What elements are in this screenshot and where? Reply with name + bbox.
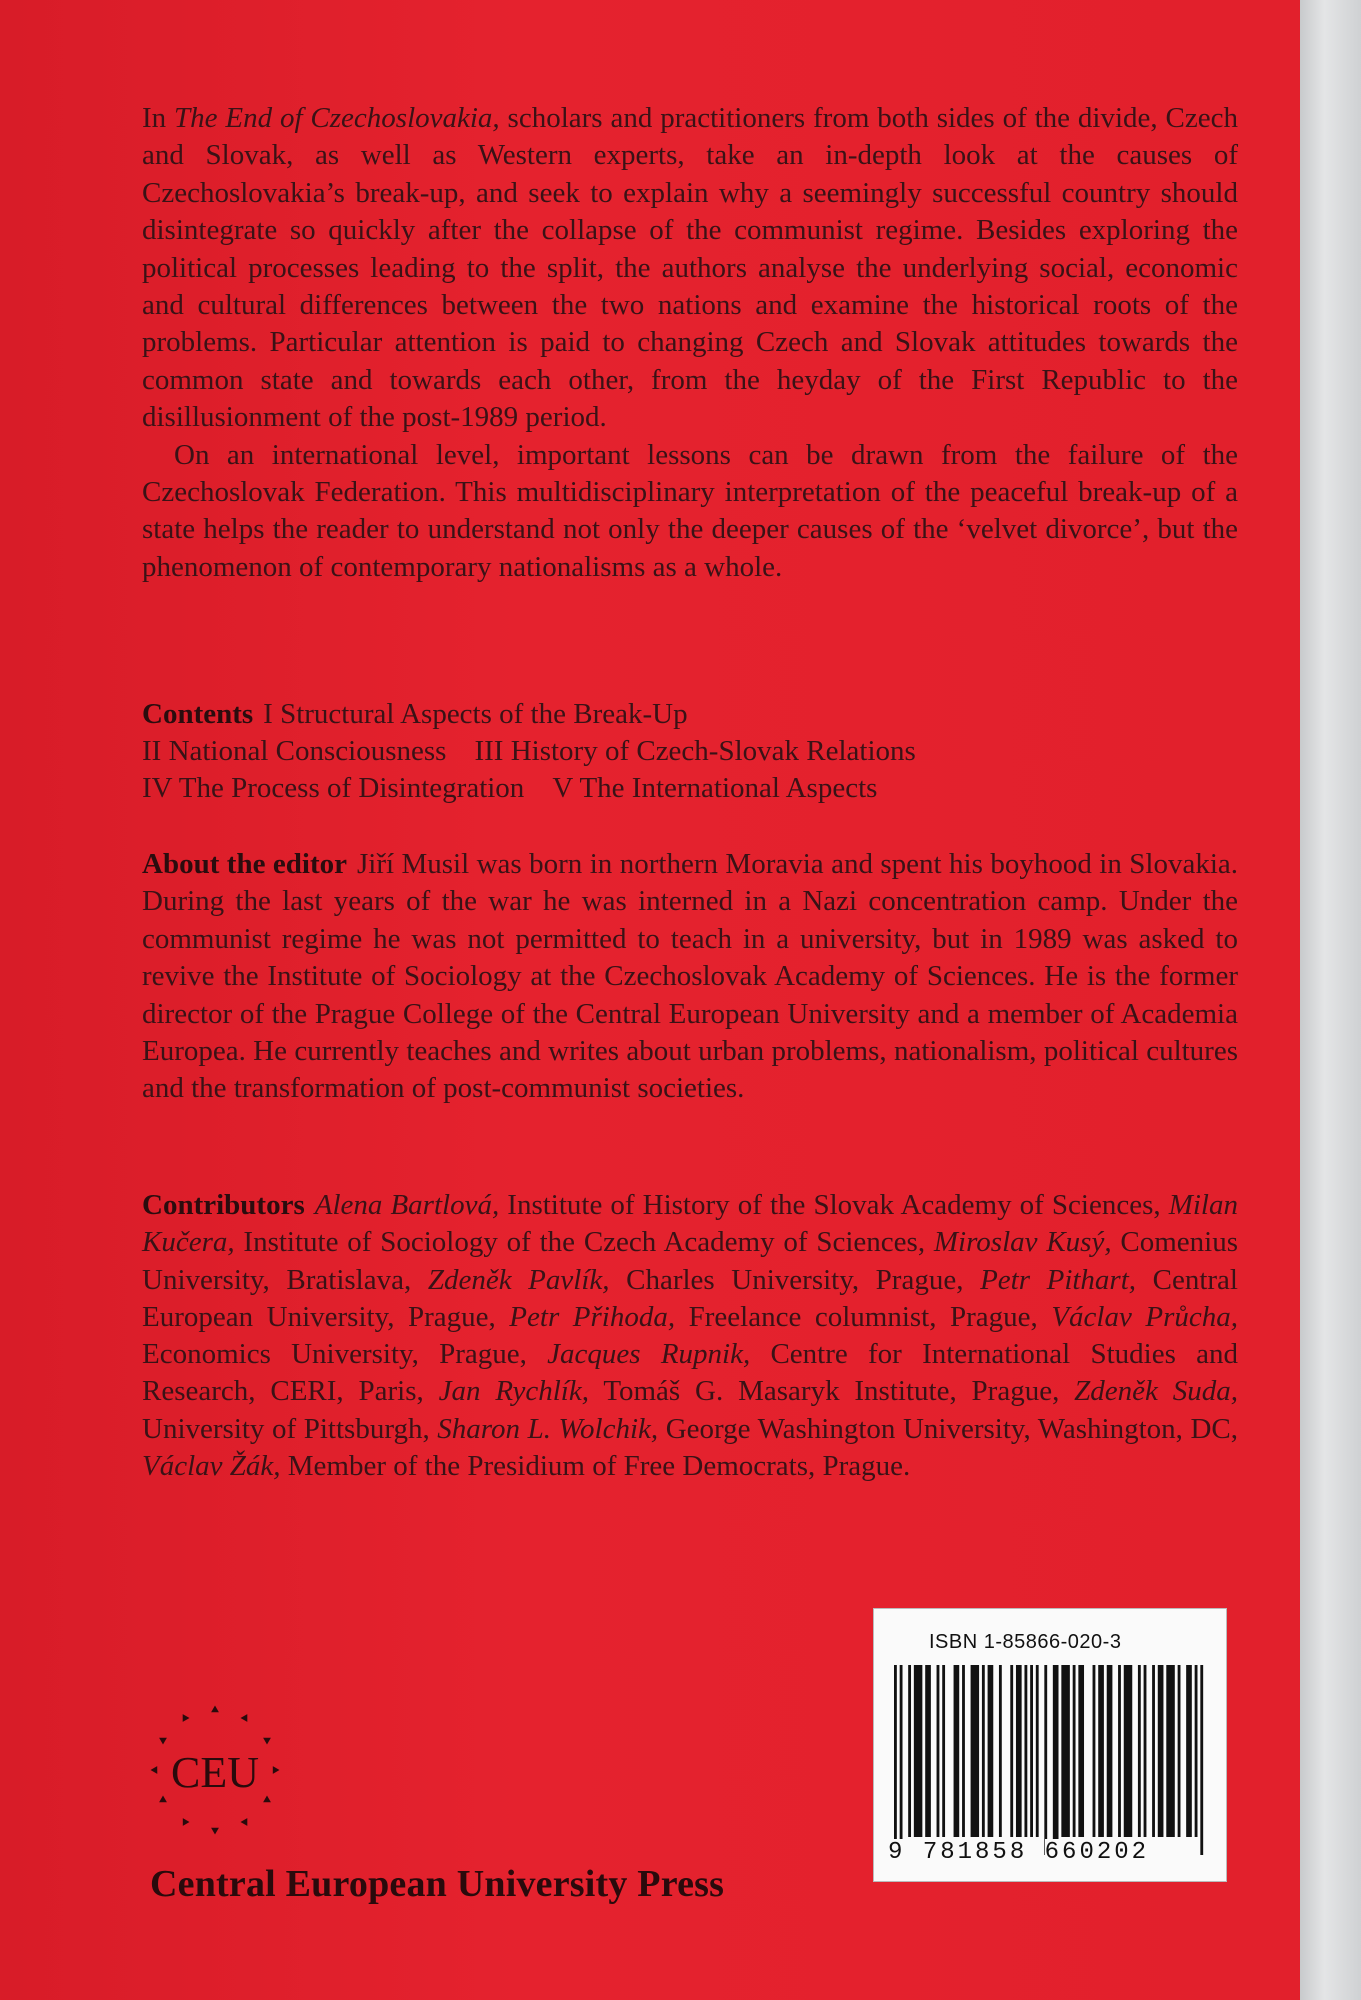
contributor-affiliation: Freelance columnist, Prague, [675, 1300, 1052, 1333]
logo-star-icon [263, 1796, 271, 1803]
barcode-bar [971, 1665, 980, 1837]
barcode-bar [1024, 1665, 1027, 1837]
barcode-bar [1093, 1665, 1096, 1837]
logo-star-icon [273, 1766, 280, 1774]
isbn-text: ISBN 1-85866-020-3 [929, 1631, 1122, 1653]
contents-item: IV The Process of Disintegration [142, 772, 525, 804]
contributor-name: Zdeněk Pavlík, [427, 1263, 610, 1296]
logo-star-icon [183, 1714, 190, 1722]
barcode-bar [1053, 1665, 1059, 1855]
contributor-affiliation: University of Pittsburgh, [142, 1412, 438, 1445]
barcode-bar [1200, 1665, 1203, 1855]
contributor-name: Petr Přihoda, [509, 1300, 676, 1333]
contributor-affiliation: Economics University, Prague, [142, 1338, 548, 1371]
barcode-digits-right: 660202 [1044, 1839, 1150, 1866]
barcode-digit-lead: 9 [888, 1839, 906, 1866]
barcode-digits-left: 781858 [922, 1839, 1028, 1866]
barcode-bar [1144, 1665, 1147, 1837]
contributor-name: Sharon L. Wolchik, [437, 1412, 659, 1445]
editor-section [142, 846, 1238, 1108]
contents-section [142, 696, 1238, 807]
contents-item: V The International Aspects [552, 772, 878, 804]
contributor-affiliation: Comenius University, Bratislava, [142, 1226, 1238, 1296]
barcode-bar [1078, 1665, 1084, 1837]
logo-star-icon [211, 1828, 219, 1835]
barcode-bar [988, 1665, 994, 1837]
contributor-name: Jan Rychlík, [438, 1375, 589, 1408]
barcode-bar [999, 1665, 1002, 1837]
barcode-bar [925, 1665, 931, 1837]
contents-item: I Structural Aspects of the Break-Up [263, 698, 688, 730]
barcode-bar [1158, 1665, 1164, 1837]
contributors-section [142, 1187, 1238, 1485]
logo-star-icon [151, 1766, 158, 1774]
barcode-bar [1044, 1665, 1047, 1855]
ceu-logo [140, 1695, 290, 1845]
contributor-name: Petr Pithart, [980, 1263, 1137, 1296]
contributor-affiliation: George Washington University, Washington, DC, [658, 1412, 1238, 1445]
barcode-bar [908, 1665, 911, 1837]
contents-row-1 [142, 696, 1238, 733]
barcode-bar [1061, 1665, 1070, 1837]
contributor-name: Václav Žák, [142, 1450, 281, 1483]
blurb-paragraph-1 [142, 100, 1238, 437]
barcode-bar [1152, 1665, 1155, 1837]
contributors-list [142, 1189, 1238, 1482]
logo-text: CEU [171, 1748, 259, 1797]
editor-bio: Jiří Musil was born in northern Moravia and spent his boyhood in Slovakia. During the last years of the war he was interned in a Nazi concentration camp. Under the communist regime he was not permitted to teach in a university, but in 1989 was asked to revive the Institute of Sociology at the Czechoslovak Academy of Sciences. He is the former director of the Prague College of the Central European University and a member of Academia Europea. He currently teaches and writes about urban problems, nationalism, political cultures and the transformation of post-communist societies. [142, 848, 1238, 1105]
contributor-name: Jacques Rupnik, [547, 1338, 751, 1371]
barcode-bar [1016, 1665, 1022, 1837]
barcode-bar [1178, 1665, 1181, 1837]
barcode-bar [1030, 1665, 1033, 1837]
contributor-affiliation: Centre for International Studies and Research, CERI, Paris, [142, 1338, 1238, 1408]
blurb-prefix: In [142, 102, 175, 134]
blurb-text: scholars and practitioners from both sides of the divide, Czech and Slovak, as well as Western experts, take an in-depth look at the causes of Czechoslovakia’s break-up, and seek to explain why a seemingly successful country should disintegrate so quickly after the collapse of the communist regime. Besides exploring the political processes leading to the split, the authors analyse the underlying social, economic and cultural differences between the two nations and examine the historical roots of the problems. Particular attention is paid to changing Czech and Slovak attitudes towards the common state and towards each other, from the heyday of the First Republic to the disillusionment of the post-1989 period. [142, 102, 1238, 434]
contributor-affiliation: Member of the Presidium of Free Democrats, Prague. [280, 1450, 911, 1483]
contents-row-2 [142, 733, 1238, 770]
barcode-bar [1098, 1665, 1104, 1837]
contributor-name: Milan Kučera, [142, 1189, 1238, 1259]
page-edge [1300, 0, 1361, 2000]
logo-star-icon [263, 1738, 271, 1745]
contributor-name: Miroslav Kusý, [933, 1226, 1112, 1259]
barcode-bar [894, 1665, 897, 1855]
barcode-bar [962, 1665, 965, 1837]
contributor-name: Alena Bartlová, [314, 1189, 500, 1221]
contents-label: Contents [142, 698, 254, 730]
book-title: The End of Czechoslovakia, [174, 102, 500, 134]
logo-star-icon [241, 1818, 248, 1826]
barcode-label [873, 1608, 1227, 1882]
barcode-bar [1186, 1665, 1192, 1837]
barcode-bar [1195, 1665, 1198, 1837]
ceu-logo-icon [140, 1695, 290, 1845]
barcode-bar [1010, 1665, 1013, 1837]
blurb [142, 100, 1238, 586]
logo-star-icon [211, 1706, 219, 1713]
barcode-bar [1166, 1665, 1175, 1837]
contents-item: III History of Czech-Slovak Relations [474, 735, 916, 767]
barcode-bar [982, 1665, 985, 1837]
contents-item: II National Consciousness [142, 735, 447, 767]
barcode-bar [1138, 1665, 1141, 1837]
contents-row-3 [142, 770, 1238, 807]
barcode-bar [954, 1665, 960, 1837]
barcode-bar [1118, 1665, 1121, 1837]
logo-star-icon [241, 1714, 248, 1722]
logo-star-icon [159, 1796, 167, 1803]
barcode-bar [900, 1665, 903, 1855]
barcode-digits [888, 1839, 1218, 1866]
blurb-paragraph-2: On an international level, important lessons can be drawn from the failure of the Czechoslovak Federation. This multidisciplinary interpretation of the peaceful break-up of a state helps the reader to understand not only the deeper causes of the ‘velvet divorce’, but the phenomenon of contemporary nationalisms as a whole. [142, 438, 1238, 583]
barcode-icon [894, 1665, 1206, 1855]
contributor-affiliation: Tomáš G. Masaryk Institute, Prague, [589, 1375, 1075, 1408]
logo-star-icon [183, 1818, 190, 1826]
contributor-name: Václav Průcha, [1051, 1300, 1238, 1333]
contributors-label: Contributors [142, 1189, 305, 1221]
publisher-name: Central European University Press [150, 1863, 725, 1905]
barcode-bar [1073, 1665, 1076, 1837]
barcode-bar [1107, 1665, 1113, 1837]
contributor-affiliation: Central European University, Prague, [142, 1263, 1238, 1333]
logo-star-icon [159, 1738, 167, 1745]
contributor-name: Zdeněk Suda, [1074, 1375, 1238, 1408]
contributor-affiliation: Charles University, Prague, [609, 1263, 981, 1296]
contributor-affiliation: Institute of History of the Slovak Academy of Sciences, [499, 1189, 1169, 1221]
barcode-bar [937, 1665, 940, 1837]
editor-label: About the editor [142, 848, 347, 880]
contributor-affiliation: Institute of Sociology of the Czech Academy of Sciences, [234, 1226, 934, 1259]
barcode-bar [1124, 1665, 1133, 1837]
barcode-bar [942, 1665, 945, 1837]
barcode-bar [914, 1665, 923, 1837]
barcode-bar [1036, 1665, 1039, 1837]
